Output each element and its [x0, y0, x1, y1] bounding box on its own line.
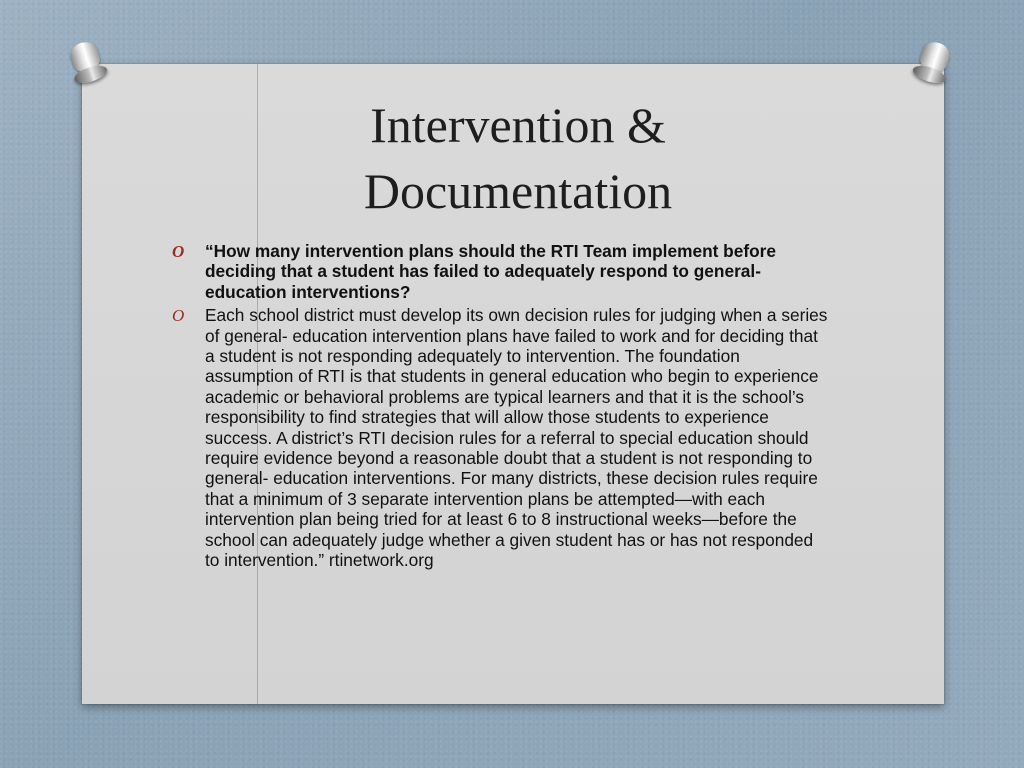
bullet-answer	[172, 305, 832, 570]
bullet-marker: O	[172, 242, 185, 261]
bullet-list	[172, 241, 832, 571]
slide-title	[258, 92, 778, 224]
slide-title-line-1: Intervention &	[370, 97, 666, 153]
bullet-text: Each school district must develop its own decision rules for judging when a series of general- education intervention plans have failed to work and for deciding that a student is not responding adequately to intervention. The foundation assumption of RTI is that students in general education who begin to experience academic or behavioral problems are typical learners and that it is the school’s responsibility to find strategies that will allow those students to experience success. A district’s RTI decision rules for a referral to special education should require evidence beyond a reasonable doubt that a student is not responding to general- education interventions. For many districts, these decision rules require that a minimum of 3 separate intervention plans be attempted—with each intervention plan being tried for at least 6 to 8 instructional weeks—before the school can adequately judge whether a given student has or has not responded to intervention.” rtinetwork.org	[205, 305, 828, 571]
bullet-text: “How many intervention plans should the RTI Team implement before deciding that a student has failed to adequately respond to general-education interventions?	[205, 241, 776, 302]
slide-title-line-2: Documentation	[363, 163, 673, 219]
bullet-question	[172, 241, 832, 302]
bullet-marker: O	[172, 306, 185, 326]
